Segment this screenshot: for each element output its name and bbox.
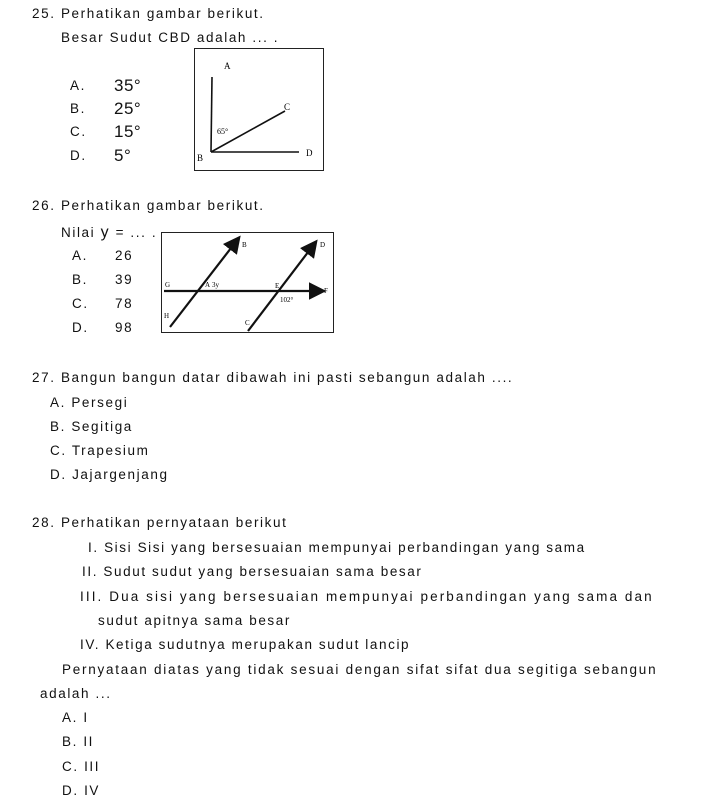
option-c-value: 78: [115, 296, 134, 311]
line-hb: [170, 239, 238, 327]
option-b[interactable]: B. II: [62, 734, 95, 749]
option-c-value: 15°: [114, 122, 142, 141]
label-a: A: [224, 61, 231, 71]
option-d[interactable]: D. IV: [62, 783, 101, 798]
label-d: D: [306, 148, 313, 158]
q26-title: 26. Perhatikan gambar berikut.: [32, 198, 265, 213]
option-b-value: 39: [115, 272, 134, 287]
option-d-value: 5°: [114, 146, 132, 165]
option-a[interactable]: A. I: [62, 710, 89, 725]
label-f: F: [324, 287, 328, 295]
statement-3-cont: sudut apitnya sama besar: [98, 613, 291, 628]
option-c[interactable]: C.: [70, 124, 87, 139]
label-b: B: [242, 241, 247, 249]
label-h: H: [164, 312, 170, 320]
option-c[interactable]: C. Trapesium: [50, 443, 150, 458]
option-d[interactable]: D.: [70, 148, 87, 163]
ray-ba: [211, 77, 212, 152]
label-102: 102°: [280, 296, 294, 304]
statement-3: III. Dua sisi yang bersesuaian mempunyai perbandingan yang sama dan: [80, 589, 654, 604]
option-a-value: 35°: [114, 76, 142, 95]
q28-title: 28. Perhatikan pernyataan berikut: [32, 515, 288, 530]
angle-figure: [194, 48, 324, 171]
option-c[interactable]: C.: [72, 296, 89, 311]
option-b[interactable]: B.: [70, 101, 86, 116]
label-c: C: [284, 102, 291, 112]
q28-question-line2: adalah ...: [40, 686, 112, 701]
label-b: B: [197, 153, 204, 163]
option-b[interactable]: B. Segitiga: [50, 419, 133, 434]
statement-4: IV. Ketiga sudutnya merupakan sudut lancip: [80, 637, 411, 652]
statement-2: II. Sudut sudut yang bersesuaian sama besar: [82, 564, 423, 579]
option-a[interactable]: A. Persegi: [50, 395, 129, 410]
label-e: E: [275, 282, 280, 290]
option-b-value: 25°: [114, 99, 142, 118]
option-a-value: 26: [115, 248, 134, 263]
option-a[interactable]: A.: [72, 248, 88, 263]
option-a[interactable]: A.: [70, 78, 86, 93]
label-g: G: [165, 281, 171, 289]
option-d-value: 98: [115, 320, 134, 335]
label-d: D: [320, 241, 326, 249]
angle-label: 65°: [217, 127, 229, 136]
option-c[interactable]: C. III: [62, 759, 101, 774]
option-d[interactable]: D. Jajargenjang: [50, 467, 169, 482]
q25-title: 25. Perhatikan gambar berikut.: [32, 6, 265, 21]
statement-1: I. Sisi Sisi yang bersesuaian mempunyai perbandingan yang sama: [88, 540, 586, 555]
label-c: C: [245, 319, 250, 327]
q27-question: 27. Bangun bangun datar dibawah ini pasti sebangun adalah ....: [32, 370, 514, 385]
label-3y: 3y: [212, 281, 219, 289]
q26-question: Nilai y = ... .: [61, 224, 158, 241]
option-b[interactable]: B.: [72, 272, 88, 287]
line-cd: [248, 243, 315, 331]
parallel-lines-figure: [161, 232, 334, 333]
q28-question-line1: Pernyataan diatas yang tidak sesuai dengan sifat sifat dua segitiga sebangun: [62, 662, 658, 677]
label-a: A: [205, 281, 211, 289]
option-d[interactable]: D.: [72, 320, 89, 335]
q25-question: Besar Sudut CBD adalah ... .: [61, 30, 280, 45]
